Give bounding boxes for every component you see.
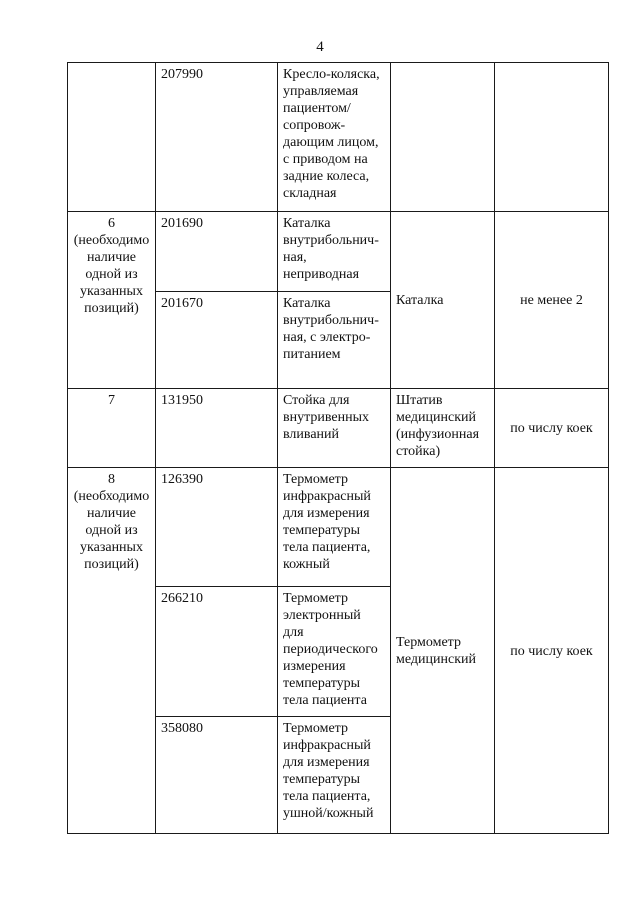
name-cell: Термометр электронный для периодического измерения температуры тела пациента — [278, 587, 391, 717]
table-row — [68, 212, 609, 292]
name-cell: Термометр инфракрасный для измерения температуры тела пациента, кожный — [278, 468, 391, 587]
name-cell: Стойка для внутривенных вливаний — [278, 389, 391, 468]
group-number-cell — [68, 63, 156, 212]
name-cell: Кресло-коляска, управляемая пациентом/ сопровож- дающим лицом, с приводом на задние колеса, складная — [278, 63, 391, 212]
group-number-cell: 6 (необходимо наличие одной из указанных позиций) — [68, 212, 156, 389]
group-number-cell: 7 — [68, 389, 156, 468]
quantity-cell: по числу коек — [495, 468, 609, 834]
code-cell: 266210 — [156, 587, 278, 717]
type-cell: Каталка — [391, 212, 495, 389]
type-cell — [391, 63, 495, 212]
code-cell: 358080 — [156, 717, 278, 834]
quantity-cell: по числу коек — [495, 389, 609, 468]
name-cell: Термометр инфракрасный для измерения температуры тела пациента, ушной/кожный — [278, 717, 391, 834]
name-cell: Каталка внутрибольнич- ная, неприводная — [278, 212, 391, 292]
code-cell: 201690 — [156, 212, 278, 292]
table-row — [68, 63, 609, 212]
table-row — [68, 468, 609, 587]
code-cell: 201670 — [156, 292, 278, 389]
type-cell: Термометр медицинский — [391, 468, 495, 834]
quantity-cell — [495, 63, 609, 212]
type-cell: Штатив медицинский (инфузионная стойка) — [391, 389, 495, 468]
code-cell: 207990 — [156, 63, 278, 212]
equipment-table — [67, 62, 609, 834]
page-number: 4 — [316, 39, 324, 55]
code-cell: 126390 — [156, 468, 278, 587]
name-cell: Каталка внутрибольнич- ная, с электро- питанием — [278, 292, 391, 389]
quantity-cell: не менее 2 — [495, 212, 609, 389]
code-cell: 131950 — [156, 389, 278, 468]
table-row — [68, 389, 609, 468]
group-number-cell: 8 (необходимо наличие одной из указанных позиций) — [68, 468, 156, 834]
